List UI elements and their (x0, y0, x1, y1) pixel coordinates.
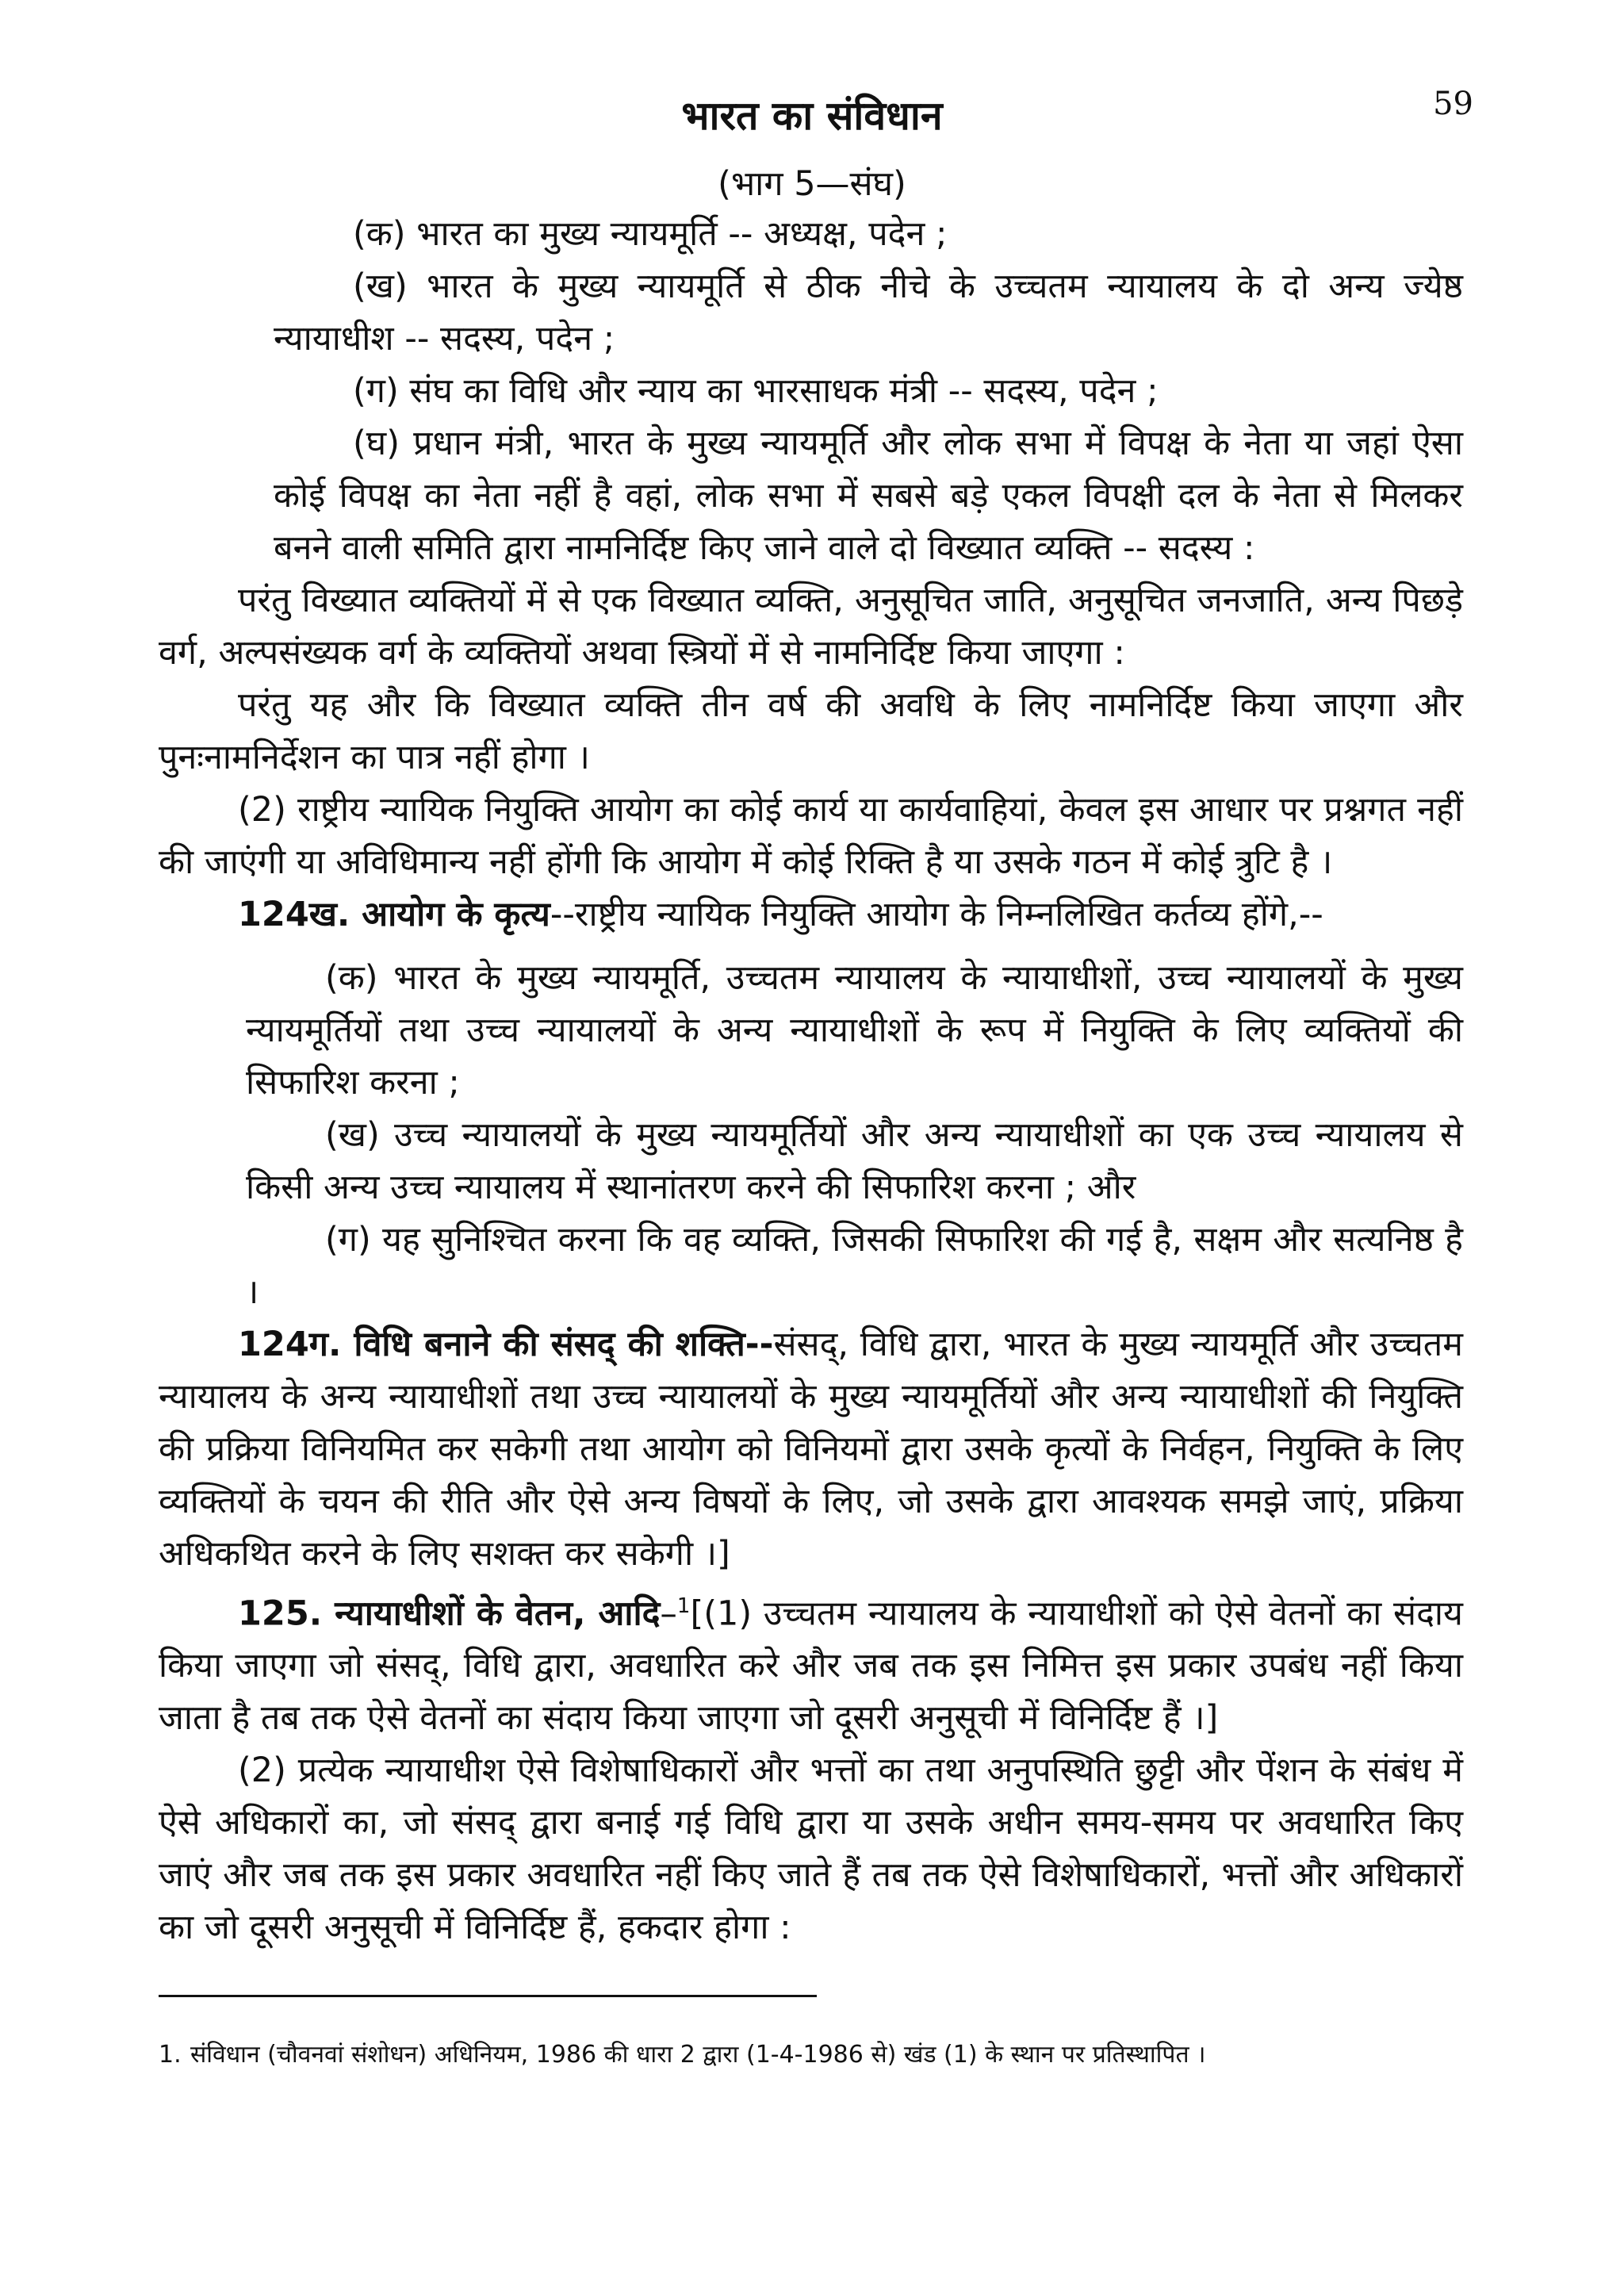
section-124ga-heading: 124ग. विधि बनाने की संसद् की शक्ति-- (238, 1325, 774, 1364)
clause-gha: (घ) प्रधान मंत्री, भारत के मुख्य न्यायमूर्ति और लोक सभा में विपक्ष के नेता या जहां ऐसा कोई विपक्ष का नेता नहीं है वहां, लोक सभा में सबसे बड़े एकल विपक्षी दल के नेता से मिलकर बनने वाली समिति द्वारा नामनिर्दिष्ट किए जाने वाले दो विख्यात व्यक्ति -- सदस्य : (274, 424, 1463, 568)
page-number: 59 (1433, 86, 1473, 122)
proviso-2: परंतु यह और कि विख्यात व्यक्ति तीन वर्ष की अवधि के लिए नामनिर्दिष्ट किया जाएगा और पुनःनामनिर्देशन का पात्र नहीं होगा । (159, 685, 1463, 777)
section-124kha-item-kha: (ख) उच्च न्यायालयों के मुख्य न्यायमूर्तियों और अन्य न्यायाधीशों का एक उच्च न्यायालय से किसी अन्य उच्च न्यायालय में स्थानांतरण करने की सिफारिश करना ; और (246, 1115, 1463, 1207)
clause-kha: (ख) भारत के मुख्य न्यायमूर्ति से ठीक नीचे के उच्चतम न्यायालय के दो अन्य ज्येष्ठ न्यायाधीश -- सदस्य, पदेन ; (274, 267, 1463, 359)
footnote (159, 2030, 1463, 2080)
section-124kha-item-ka: (क) भारत के मुख्य न्यायमूर्ति, उच्चतम न्यायालय के न्यायाधीशों, उच्च न्यायालयों के मुख्य न्यायमूर्तियों तथा उच्च न्यायालयों के अन्य न्यायाधीशों के रूप में नियुक्ति के लिए व्यक्तियों की सिफारिश करना ; (246, 958, 1463, 1102)
section-124kha-item-ga: (ग) यह सुनिश्चित करना कि वह व्यक्ति, जिसकी सिफारिश की गई है, सक्षम और सत्यनिष्ठ है । (246, 1220, 1463, 1312)
section-124ga (159, 1318, 1463, 1580)
clause-ka: (क) भारत का मुख्य न्यायमूर्ति -- अध्यक्ष, पदेन ; (353, 214, 948, 254)
footnote-label: 1. (159, 2041, 182, 2069)
page-subtitle: (भाग 5—संघ) (718, 164, 906, 204)
section-124kha-text: --राष्ट्रीय न्यायिक नियुक्ति आयोग के निम्नलिखित कर्तव्य होंगे,-- (550, 895, 1323, 934)
footnote-text: संविधान (चौवनवां संशोधन) अधिनियम, 1986 की धारा 2 द्वारा (1-4-1986 से) खंड (1) के स्थान पर प्रतिस्थापित । (190, 2041, 1206, 2069)
section-125-text: [(1) उच्चतम न्यायालय के न्यायाधीशों को ऐसे वेतनों का संदाय किया जाएगा जो संसद्, विधि द्वारा, अवधारित करे और जब तक इस निमित्त इस प्रकार उपबंध नहीं किया जाता है तब तक ऐसे वेतनों का संदाय किया जाएगा जो दूसरी अनुसूची में विनिर्दिष्ट हैं ।] (159, 1593, 1463, 1739)
section-124ga-text: संसद्, विधि द्वारा, भारत के मुख्य न्यायमूर्ति और उच्चतम न्यायालय के अन्य न्यायाधीशों तथा उच्च न्यायालयों के मुख्य न्यायमूर्तियों और अन्य न्यायाधीशों की नियुक्ति की प्रक्रिया विनियमित कर सकेगी तथा आयोग को विनियमों द्वारा उसके कृत्यों के निर्वहन, नियुक्ति के लिए व्यक्तियों के चयन की रीति और ऐसे अन्य विषयों के लिए, जो उसके द्वारा आवश्यक समझे जाएं, प्रक्रिया अधिकथित करने के लिए सशक्त कर सकेगी ।] (159, 1325, 1463, 1574)
clause-2: (2) राष्ट्रीय न्यायिक नियुक्ति आयोग का कोई कार्य या कार्यवाहियां, केवल इस आधार पर प्रश्नगत नहीं की जाएंगी या अविधिमान्य नहीं होंगी कि आयोग में कोई रिक्ति है या उसके गठन में कोई त्रुटि है । (159, 790, 1463, 882)
document-body (159, 208, 1463, 1954)
section-125-clause-2: (2) प्रत्येक न्यायाधीश ऐसे विशेषाधिकारों और भत्तों का तथा अनुपस्थिति छुट्टी और पेंशन के संबंध में ऐसे अधिकारों का, जो संसद् द्वारा बनाई गई विधि द्वारा या उसके अधीन समय-समय पर अवधारित किए जाएं और जब तक इस प्रकार अवधारित नहीं किए जाते हैं तब तक ऐसे विशेषाधिकारों, भत्तों और अधिकारों का जो दूसरी अनुसूची में विनिर्दिष्ट हैं, हकदार होगा : (159, 1751, 1463, 1948)
footnote-ref[interactable]: 1 (676, 1594, 691, 1618)
section-125-dash: – (660, 1593, 677, 1634)
clause-ga: (ग) संघ का विधि और न्याय का भारसाधक मंत्री -- सदस्य, पदेन ; (353, 371, 1159, 411)
footnote-divider (159, 1995, 817, 1997)
section-125-heading: 125. न्यायाधीशों के वेतन, आदि (238, 1593, 661, 1634)
section-124kha (159, 888, 1463, 941)
section-125 (159, 1580, 1463, 1744)
section-124kha-heading: 124ख. आयोग के कृत्य (238, 895, 550, 934)
page-title: भारत का संविधान (681, 93, 943, 139)
proviso-1: परंतु विख्यात व्यक्तियों में से एक विख्यात व्यक्ति, अनुसूचित जाति, अनुसूचित जनजाति, अन्य पिछड़े वर्ग, अल्पसंख्यक वर्ग के व्यक्तियों अथवा स्त्रियों में से नामनिर्दिष्ट किया जाएगा : (159, 581, 1463, 673)
